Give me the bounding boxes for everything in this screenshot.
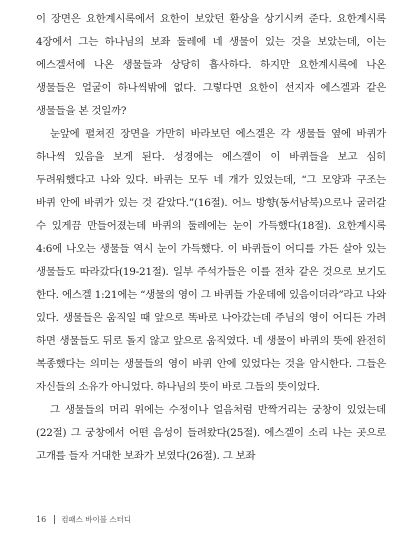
running-title: 컴패스 바이블 스터디	[61, 514, 132, 524]
page-number: 16	[36, 514, 47, 524]
paragraph-3: 그 생물들의 머리 위에는 수정이나 얼음처럼 반짝거리는 궁창이 있었는데(22절) 그 궁창에서 어떤 음성이 들려왔다(25절). 에스겔이 소리 나는 곳으로 고개를 들자 거대한 보좌가 보였다(26절). 그 보좌	[36, 404, 386, 462]
paragraph-2: 눈앞에 펼쳐진 장면을 가만히 바라보던 에스겔은 각 생물들 옆에 바퀴가 하나씩 있음을 보게 된다. 성경에는 에스겔이 이 바퀴들을 보고 심히 두려워했다고 나와 있다. 바퀴는 모두 네 개가 있었는데, “그 모양과 구조는 바퀴 안에 바퀴가 있는 것 같았다.”(16절). 어느 방향(동서남북)으로나 굴러갈 수 있게끔 만들어졌는데 바퀴의 둘레에는 눈이 가득했다(18절). 요한계시록 4:6에 나오는 생물들 역시 눈이 가득했다. 이 바퀴들이 어디를 가든 살아 있는 생물들도 따라갔다(19-21절). 일부 주석가들은 이를 전차 같은 것으로 보기도 한다. 에스겔 1:21에는 “생물의 영이 그 바퀴들 가운데에 있음이더라”라고 나와 있다. 생물들은 움직일 때 앞으로 똑바로 나아갔는데 주님의 영이 어디든 가려 하면 생물들도 뒤로 돌지 않고 앞으로 움직였다. 네 생물이 바퀴의 뜻에 완전히 복종했다는 의미는 생물들의 영이 바퀴 안에 있었다는 것을 암시한다. 그들은 자신들의 소유가 아니었다. 하나님의 뜻이 바로 그들의 뜻이었다.	[36, 128, 386, 393]
page-footer	[36, 512, 131, 526]
paragraph-1: 이 장면은 요한계시록에서 요한이 보았던 환상을 상기시켜 준다. 요한계시록 4장에서 그는 하나님의 보좌 둘레에 네 생물이 있는 것을 보았는데, 이는 에스겔서에 나온 생물들과 상당히 흡사하다. 하지만 요한계시록에 나온 생물들은 얼굴이 하나씩밖에 없다. 그렇다면 요한이 선지자 에스겔과 같은 생물들을 본 것일까?	[36, 13, 386, 117]
body-text	[36, 8, 386, 468]
footer-divider	[54, 515, 55, 524]
